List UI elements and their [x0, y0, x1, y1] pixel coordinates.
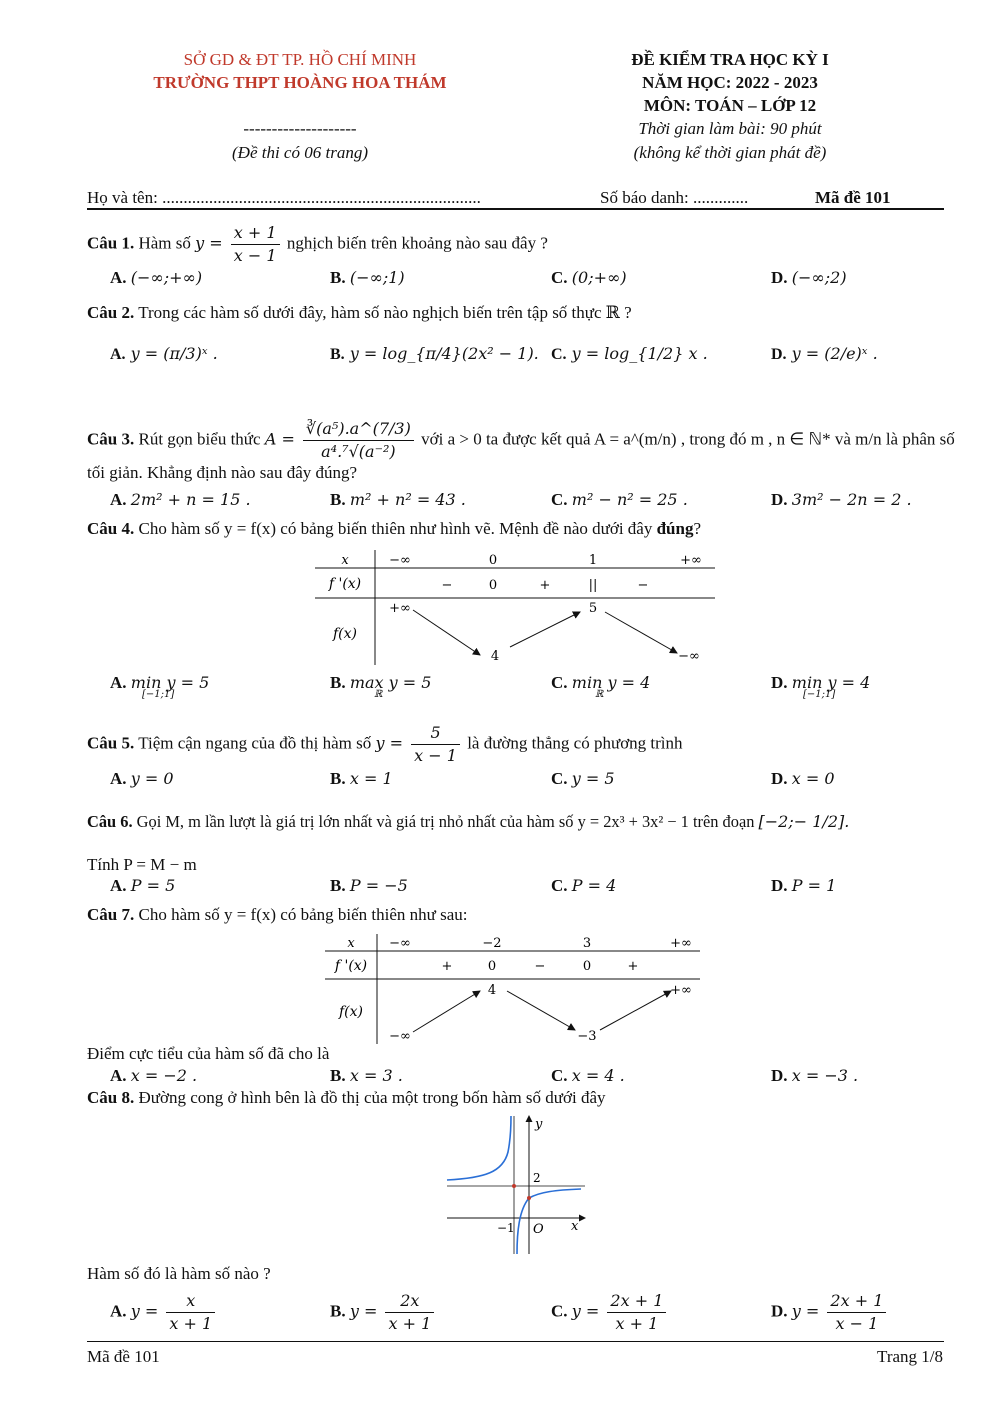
q4-f-1: 4 — [490, 649, 500, 664]
q4-arrow-down-1 — [413, 610, 480, 655]
q7-arrow-up-1 — [413, 991, 480, 1032]
q4-sign-1: 0 — [488, 578, 498, 593]
q7-f-label: f(x) — [338, 1004, 364, 1020]
q4-f-0: +∞ — [389, 601, 411, 616]
q1-den: x − 1 — [233, 246, 277, 265]
exam-year: NĂM HỌC: 2022 - 2023 — [642, 73, 818, 92]
q4-f-label: f(x) — [332, 626, 358, 642]
q2-option-b[interactable]: B. y = log_{π/4}(2x² − 1). — [330, 344, 539, 363]
q4-option-d[interactable]: D. min y = 4 [−1;1] — [771, 673, 871, 700]
q3-expression: $\frac{\text{∛(a⁵).a\textasciicircum{}(7/3)}}{\text{a⁴.⁷√(a⁻²)}}$ — [303, 418, 414, 463]
q4-d-sub: [−1;1] — [803, 689, 836, 700]
q6-interval: [−2;− 1/2]. — [758, 812, 850, 831]
q8-option-d[interactable]: D. y = $\frac{2x + 1}{x - 1}$ — [771, 1290, 889, 1335]
q7-b-text: x = 3 . — [349, 1066, 403, 1085]
graph-origin-label: O — [533, 1222, 544, 1237]
question-6 — [87, 812, 849, 832]
q8-option-c[interactable]: C. y = $\frac{2x + 1}{x + 1}$ — [551, 1290, 669, 1335]
footer-rule — [87, 1341, 944, 1342]
student-number-field: Số báo danh: ............. — [600, 188, 749, 207]
question-8 — [87, 1088, 606, 1108]
q4-b-text: max y = 5 — [349, 673, 432, 692]
q2-b-text: y = log_{π/4}(2x² − 1). — [349, 344, 539, 363]
q4-x-3: +∞ — [680, 553, 702, 568]
q8-option-b[interactable]: B. y = $\frac{2x}{x + 1}$ — [330, 1290, 437, 1335]
q3-line2: tối giản. Khẳng định nào sau đây đúng? — [87, 463, 358, 482]
q4-fp-label: f '(x) — [328, 576, 362, 592]
q4-emphasis: đúng — [656, 519, 694, 538]
q5-option-d[interactable]: D. x = 0 — [771, 769, 835, 788]
q1-c-text: (0;+∞) — [571, 268, 627, 287]
q4-option-b[interactable]: B. max y = 5 ℝ — [330, 673, 432, 700]
q1-b-text: (−∞;1) — [349, 268, 405, 287]
q8-label: Câu 8. — [87, 1088, 135, 1107]
q5-pre: Tiệm cận ngang của đồ thị hàm số — [138, 733, 372, 753]
q8-d-den: x − 1 — [835, 1314, 879, 1333]
q1-option-c[interactable]: C. (0;+∞) — [551, 268, 627, 287]
q3-mid: với a > 0 ta được kết quả A = a^(m/n) , trong đó m , n ∈ ℕ* và m/n là phân số — [421, 429, 955, 449]
q5-label: Câu 5. — [87, 733, 135, 753]
graph-label-2: 2 — [533, 1171, 541, 1185]
q4-label: Câu 4. — [87, 519, 135, 538]
footer-exam-code: Mã đề 101 — [87, 1347, 160, 1366]
q5-option-a[interactable]: A. y = 0 — [110, 769, 174, 788]
q7-arrow-down — [507, 991, 575, 1030]
q2-option-a[interactable]: A. y = (π/3)ˣ . — [110, 344, 218, 363]
graph-x-label: x — [571, 1219, 579, 1234]
exam-subject: MÔN: TOÁN – LỚP 12 — [643, 96, 817, 115]
q4-d-text: min y = 4 — [791, 673, 871, 692]
q2-c-text: y = log_{1/2} x . — [571, 344, 708, 363]
q5-b-text: x = 1 — [349, 769, 393, 788]
q4-b-sub: ℝ — [374, 689, 383, 700]
q3-c-text: m² − n² = 25 . — [571, 490, 688, 509]
question-1: Câu 1. Hàm số y = $\frac{x + 1}{x - 1}$ nghịch biến trên khoảng nào sau đây ? — [87, 223, 548, 265]
q7-f-0: −∞ — [389, 1029, 411, 1044]
q7-variation-table — [325, 934, 700, 1044]
school-name: TRƯỜNG THPT HOÀNG HOA THÁM — [153, 73, 447, 92]
q7-sign-0: + — [441, 959, 453, 974]
q4-x-2: 1 — [588, 553, 598, 568]
q7-sign-2: − — [534, 959, 546, 974]
question-3: Câu 3. Rút gọn biểu thức A = $\frac{\text{∛(a⁵).a\textasciicircum{}(7/3)}}{\text{a⁴.⁷√(a⁻²)}}$ với a > 0 ta được kết quả A = a^(m/n) , trong đó m , n ∈ ℕ* và m/n là phân số — [87, 419, 955, 461]
q4-a-text: min y = 5 — [130, 673, 210, 692]
header-dashes: -------------------- — [243, 119, 357, 138]
q7-d-text: x = −3 . — [791, 1066, 859, 1085]
y-intercept-point — [527, 1196, 531, 1200]
exam-time: Thời gian làm bài: 90 phút — [638, 119, 822, 138]
q3-option-b[interactable]: B. m² + n² = 43 . — [330, 490, 466, 509]
q4-variation-table — [315, 550, 715, 665]
q2-option-d[interactable]: D. y = (2/e)ˣ . — [771, 344, 878, 363]
q7-option-d[interactable]: D. x = −3 . — [771, 1066, 859, 1085]
q1-d-text: (−∞;2) — [791, 268, 847, 287]
q4-sign-2: + — [539, 578, 551, 593]
q5-fraction — [411, 722, 460, 767]
q7-option-b[interactable]: B. x = 3 . — [330, 1066, 403, 1085]
exam-code: Mã đề 101 — [815, 188, 891, 207]
q4-sign-3: || — [588, 578, 598, 593]
q7-x-2: 3 — [582, 936, 592, 951]
q5-d-text: x = 0 — [791, 769, 835, 788]
q5-den: x − 1 — [414, 746, 457, 765]
q7-f-1: 4 — [487, 983, 497, 998]
q1-option-b[interactable]: B. (−∞;1) — [330, 268, 405, 287]
q6-d-text: P = 1 — [791, 876, 837, 895]
asymptote-intersection-point — [512, 1184, 516, 1188]
q2-d-text: y = (2/e)ˣ . — [791, 344, 878, 363]
q8-c-den: x + 1 — [615, 1314, 659, 1333]
q4-sign-4: − — [637, 578, 649, 593]
q4-qmark: ? — [693, 519, 702, 538]
q7-sign-3: 0 — [582, 959, 592, 974]
question-5: Câu 5. Tiệm cận ngang của đồ thị hàm số y = $\frac{5}{x - 1}$ là đường thẳng có phương trình — [87, 723, 683, 765]
q4-a-sub: [−1;1] — [142, 689, 175, 700]
q2-text: Trong các hàm số dưới đây, hàm số nào nghịch biến trên tập số thực ℝ ? — [138, 303, 632, 322]
q7-x-label: x — [347, 936, 355, 951]
graph-label-minus-1: −1 — [497, 1221, 515, 1235]
question-4 — [87, 519, 701, 539]
q1-option-a[interactable]: A. (−∞;+∞) — [110, 268, 203, 287]
q6-text: Gọi M, m lần lượt là giá trị lớn nhất và giá trị nhỏ nhất của hàm số y = 2x³ + 3x² − 1 trên đoạn — [136, 812, 755, 831]
q4-f-2: 5 — [588, 601, 598, 616]
q2-label: Câu 2. — [87, 303, 135, 322]
q6-option-a[interactable]: A. P = 5 — [110, 876, 176, 895]
q8-option-a[interactable]: A. y = $\frac{x}{x + 1}$ — [110, 1290, 218, 1335]
q7-option-c[interactable]: C. x = 4 . — [551, 1066, 625, 1085]
q4-option-c[interactable]: C. min y = 4 ℝ — [551, 673, 651, 700]
question-7 — [87, 905, 467, 925]
exam-time-note: (không kể thời gian phát đề) — [633, 143, 827, 162]
q7-f-3: +∞ — [670, 983, 692, 998]
q5-option-c[interactable]: C. y = 5 — [551, 769, 615, 788]
q3-d-text: 3m² − 2n = 2 . — [791, 490, 912, 509]
q2-option-c[interactable]: C. y = log_{1/2} x . — [551, 344, 708, 363]
q8-a-den: x + 1 — [169, 1314, 213, 1333]
q5-num: 5 — [411, 722, 460, 745]
q4-sign-0: − — [441, 578, 453, 593]
q7-x-0: −∞ — [389, 936, 411, 951]
q8-c-num: 2x + 1 — [607, 1290, 666, 1313]
q8-b-num: 2x — [385, 1290, 434, 1313]
curve-left-branch — [447, 1116, 511, 1180]
pages-note: (Đề thi có 06 trang) — [232, 143, 368, 162]
q7-sign-4: + — [627, 959, 639, 974]
q6-b-text: P = −5 — [349, 876, 408, 895]
question-2 — [87, 303, 632, 323]
header-rule — [87, 208, 944, 210]
q3-option-c[interactable]: C. m² − n² = 25 . — [551, 490, 688, 509]
q8-after: Hàm số đó là hàm số nào ? — [87, 1264, 271, 1283]
q5-c-text: y = 5 — [571, 769, 615, 788]
q7-x-1: −2 — [482, 936, 502, 951]
q7-a-text: x = −2 . — [130, 1066, 198, 1085]
q4-arrow-down-2 — [605, 612, 677, 653]
q3-label: Câu 3. — [87, 429, 135, 449]
q5-post: là đường thẳng có phương trình — [467, 733, 683, 753]
q7-fp-label: f '(x) — [334, 958, 368, 974]
q7-after: Điểm cực tiểu của hàm số đã cho là — [87, 1044, 330, 1063]
q8-text: Đường cong ở hình bên là đồ thị của một trong bốn hàm số dưới đây — [138, 1088, 606, 1107]
q7-x-3: +∞ — [670, 936, 692, 951]
q8-graph — [445, 1112, 590, 1257]
q4-c-text: min y = 4 — [571, 673, 651, 692]
q8-a-num: x — [166, 1290, 215, 1313]
q8-b-den: x + 1 — [388, 1314, 432, 1333]
q4-c-sub: ℝ — [595, 689, 604, 700]
q4-x-0: −∞ — [389, 553, 411, 568]
q4-arrow-up — [510, 612, 580, 647]
q3-pre: Rút gọn biểu thức — [138, 429, 261, 449]
student-name-field: Họ và tên: ........................................................................... — [87, 188, 481, 207]
q6-label: Câu 6. — [87, 812, 133, 831]
q1-num: x + 1 — [231, 222, 280, 245]
q3-option-a[interactable]: A. 2m² + n = 15 . — [110, 490, 251, 509]
q7-option-a[interactable]: A. x = −2 . — [110, 1066, 198, 1085]
q6-option-b[interactable]: B. P = −5 — [330, 876, 408, 895]
q3-option-d[interactable]: D. 3m² − 2n = 2 . — [771, 490, 912, 509]
q6-c-text: P = 4 — [571, 876, 617, 895]
q4-x-label: x — [341, 553, 349, 568]
q1-option-d[interactable]: D. (−∞;2) — [771, 268, 847, 287]
q2-a-text: y = (π/3)ˣ . — [130, 344, 218, 363]
q7-label: Câu 7. — [87, 905, 135, 924]
q7-text: Cho hàm số y = f(x) có bảng biến thiên như sau: — [138, 905, 468, 924]
q7-arrow-up-2 — [600, 991, 671, 1030]
q5-a-text: y = 0 — [130, 769, 174, 788]
dept-name: SỞ GD & ĐT TP. HỒ CHÍ MINH — [183, 50, 417, 69]
q1-fraction — [231, 222, 280, 267]
q6-option-d[interactable]: D. P = 1 — [771, 876, 837, 895]
q1-a-text: (−∞;+∞) — [130, 268, 203, 287]
q7-sign-1: 0 — [487, 959, 497, 974]
q6-line2: Tính P = M − m — [87, 855, 197, 874]
q1-post: nghịch biến trên khoảng nào sau đây ? — [286, 233, 548, 253]
q4-x-1: 0 — [488, 553, 498, 568]
q3-a-text: 2m² + n = 15 . — [130, 490, 251, 509]
q4-text: Cho hàm số y = f(x) có bảng biến thiên như hình vẽ. Mệnh đề nào dưới đây — [138, 519, 653, 538]
q3-b-text: m² + n² = 43 . — [349, 490, 466, 509]
footer-page-number: Trang 1/8 — [877, 1347, 943, 1366]
q1-pre: Hàm số — [138, 233, 191, 253]
q7-c-text: x = 4 . — [571, 1066, 625, 1085]
q8-d-num: 2x + 1 — [827, 1290, 886, 1313]
q4-f-3: −∞ — [678, 649, 700, 664]
exam-title: ĐỀ KIỂM TRA HỌC KỲ I — [631, 50, 829, 69]
q7-f-2: −3 — [577, 1029, 597, 1044]
q6-a-text: P = 5 — [130, 876, 176, 895]
q5-option-b[interactable]: B. x = 1 — [330, 769, 393, 788]
q1-label: Câu 1. — [87, 233, 135, 253]
graph-y-label: y — [535, 1117, 543, 1132]
q6-option-c[interactable]: C. P = 4 — [551, 876, 617, 895]
q4-option-a[interactable]: A. min y = 5 [−1;1] — [110, 673, 210, 700]
